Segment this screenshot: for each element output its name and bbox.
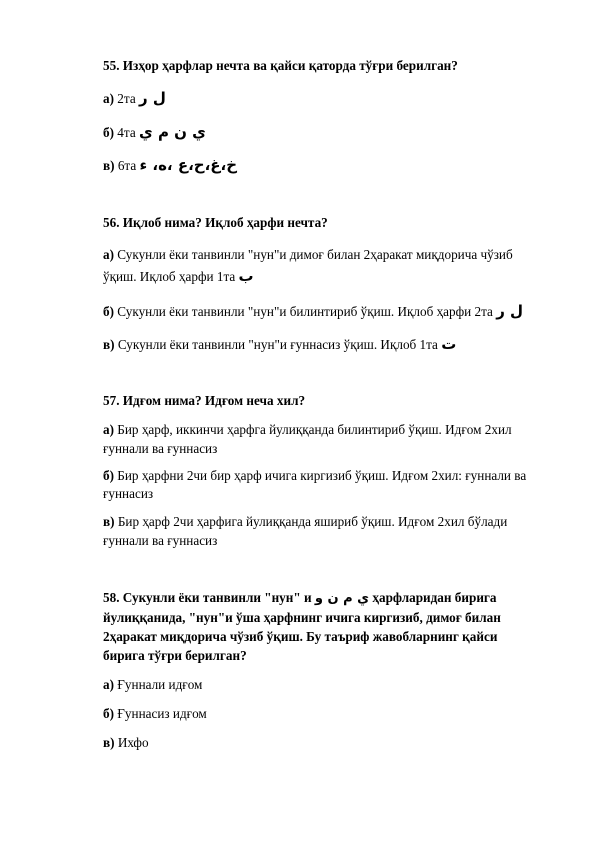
option-text: Бир ҳарф, иккинчи ҳарфга йулиққанда билинтириб ўқиш. Идғом 2хил <box>114 422 512 437</box>
option-label: в) <box>103 158 115 173</box>
question-58-title-line-3: 2ҳаракат миқдорича чўзиб ўқиш. Бу таъриф жавобларнинг қайси <box>103 629 498 644</box>
question-55-option-c <box>103 157 237 174</box>
arabic-letters: خ،غ،ح،ع ،ه، ء <box>139 156 238 174</box>
question-58-option-b <box>103 706 207 722</box>
question-56-option-a-cont <box>103 268 254 285</box>
option-text: Ғуннасиз идғом <box>114 706 207 721</box>
option-text: Ихфо <box>114 735 149 750</box>
option-label: б) <box>103 468 114 483</box>
option-label: в) <box>103 735 115 750</box>
question-56-option-c <box>103 336 456 353</box>
question-58-option-a <box>103 677 202 693</box>
option-label: б) <box>103 125 114 140</box>
question-57-option-b-cont: ғуннасиз <box>103 486 154 501</box>
arabic-letters: ب <box>238 267 254 285</box>
question-57-option-b <box>103 468 526 484</box>
option-text: Бир ҳарфни 2чи бир ҳарф ичига киргизиб ўқиш. Идғом 2хил: ғуннали ва <box>114 468 527 483</box>
question-57-option-a-cont: ғуннали ва ғуннасиз <box>103 441 218 456</box>
question-55-option-b <box>103 124 206 141</box>
question-55-title: 55. Изҳор ҳарфлар нечта ва қайси қаторда тўғри берилган? <box>103 58 458 73</box>
question-56-option-a <box>103 247 513 263</box>
option-text: Бир ҳарф 2чи ҳарфига йулиққанда яшириб ўқиш. Идғом 2хил бўлади <box>114 514 508 529</box>
option-label: б) <box>103 706 114 721</box>
option-label: а) <box>103 91 114 106</box>
arabic-letters: ل ر <box>496 302 524 320</box>
option-label: б) <box>103 304 114 319</box>
arabic-letters: ل ر <box>138 89 166 107</box>
question-55-option-a <box>103 90 166 107</box>
option-text: 6та <box>114 158 140 173</box>
question-58-option-c <box>103 735 149 751</box>
title-text: ҳарфларидан бирига <box>369 590 497 605</box>
option-text: 4та <box>114 125 139 140</box>
option-label: а) <box>103 677 114 692</box>
question-57-option-a <box>103 422 512 438</box>
option-label: а) <box>103 247 114 262</box>
question-58-title-line-4: бирига тўғри берилган? <box>103 648 247 663</box>
option-label: а) <box>103 422 114 437</box>
question-58-title-line-1 <box>103 590 497 607</box>
question-57-option-c-cont: ғуннали ва ғуннасиз <box>103 533 218 548</box>
question-57-option-c <box>103 514 507 530</box>
question-56-title: 56. Иқлоб нима? Иқлоб ҳарфи нечта? <box>103 215 328 230</box>
question-58-title-line-2: йулиққанида, "нун"и ўша ҳарфнинг ичига киргизиб, димоғ билан <box>103 610 501 625</box>
option-text: 2та <box>114 91 139 106</box>
option-label: в) <box>103 514 115 529</box>
question-57-title: 57. Идғом нима? Идғом неча хил? <box>103 393 306 408</box>
arabic-letters: ي م ن و <box>314 591 370 606</box>
question-56-option-b <box>103 303 523 320</box>
option-text: Ғуннали идғом <box>114 677 203 692</box>
option-text: Сукунли ёки танвинли "нун"и димоғ билан 2ҳаракат миқдорича чўзиб <box>114 247 513 262</box>
title-text: 58. Сукунли ёки танвинли "нун" и <box>103 590 315 605</box>
option-text: Сукунли ёки танвинли "нун"и ғуннасиз ўқиш. Иқлоб 1та <box>114 337 442 352</box>
arabic-letters: ي ن م ي <box>138 123 206 141</box>
option-text: ўқиш. Иқлоб ҳарфи 1та <box>103 269 239 284</box>
option-text: Сукунли ёки танвинли "нун"и билинтириб ўқиш. Иқлоб ҳарфи 2та <box>114 304 497 319</box>
arabic-letters: ت <box>441 335 457 353</box>
option-label: в) <box>103 337 115 352</box>
